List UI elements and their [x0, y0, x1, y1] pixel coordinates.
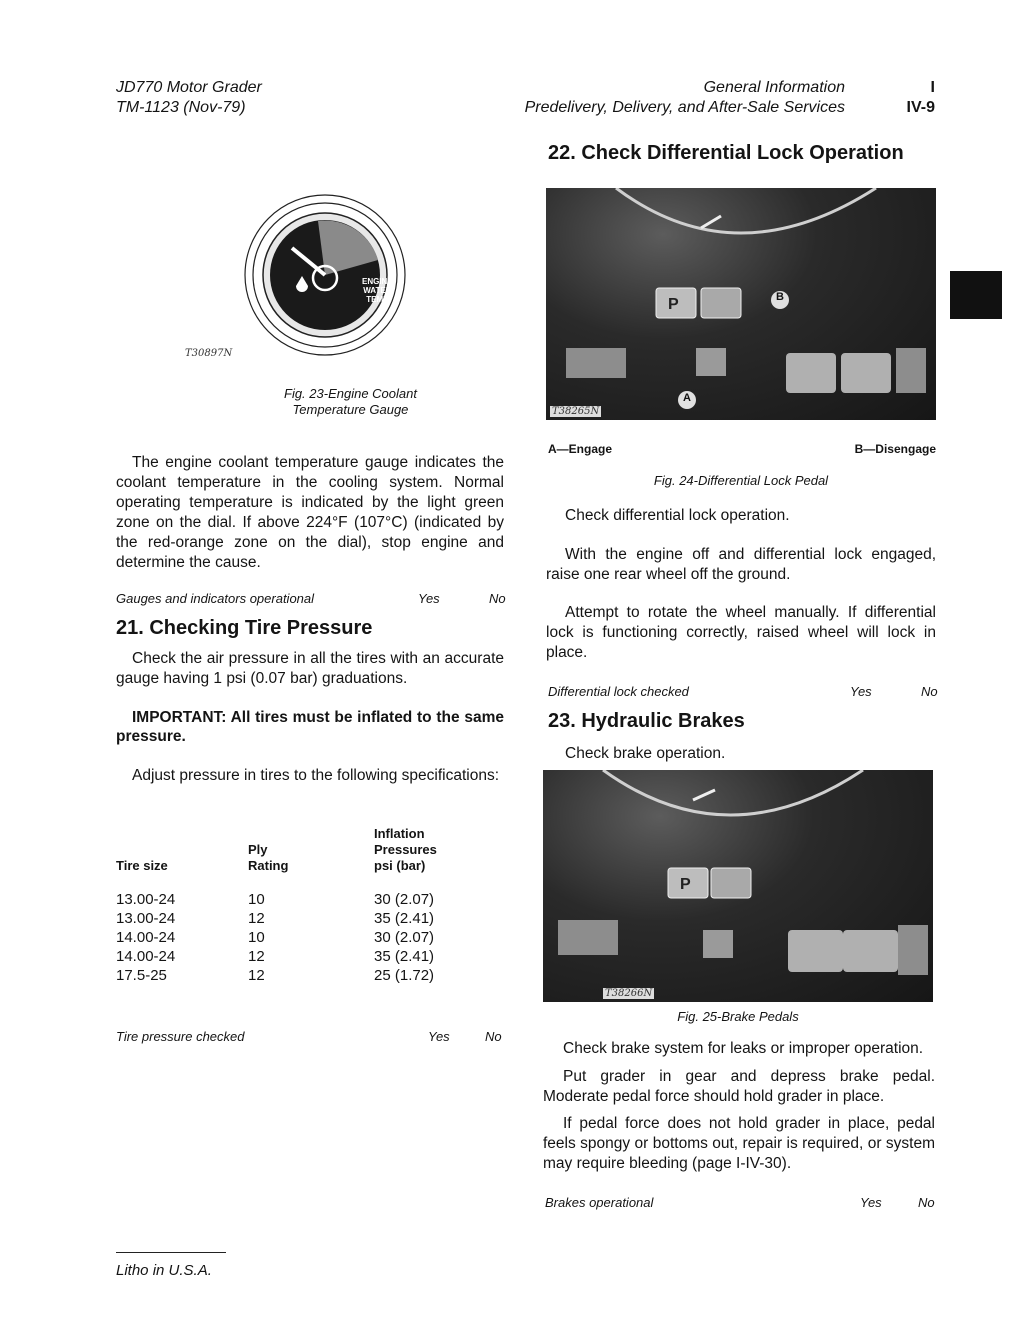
callout-a: A: [683, 392, 691, 404]
section22-para1: Check differential lock operation.: [565, 507, 790, 524]
col-header-infl-2: Pressures: [374, 842, 437, 857]
section23-para3: If pedal force does not hold grader in place, pedal feels spongy or bottoms out, repair is required, or system may require bleeding (page I-IV-30).: [543, 1115, 935, 1172]
section-22-title: 22. Check Differential Lock Operation: [548, 142, 904, 164]
gauge-photo-tag: T30897N: [185, 348, 233, 359]
col-header-inflation: [374, 826, 494, 874]
section23-para2: Put grader in gear and depress brake pedal. Moderate pedal force should hold grader in place.: [543, 1068, 935, 1105]
diff-check-label: Differential lock checked: [548, 684, 689, 699]
section22-para3: Attempt to rotate the wheel manually. If differential lock is functioning correctly, raised wheel will lock in place.: [546, 604, 936, 661]
important-note: IMPORTANT: All tires must be inflated to the same pressure.: [116, 709, 504, 745]
section21-para1: Check the air pressure in all the tires with an accurate gauge having 1 psi (0.07 bar) graduations.: [116, 650, 504, 687]
gauges-check-yes[interactable]: Yes: [418, 591, 440, 606]
section23-para1: Check brake system for leaks or improper operation.: [563, 1040, 924, 1057]
brake-photo-icon: [543, 770, 933, 1002]
section-name: General Information: [703, 79, 845, 96]
manual-code: TM-1123 (Nov-79): [116, 99, 246, 116]
col-header-ply-1: Ply: [248, 842, 268, 857]
tire-check-no[interactable]: No: [485, 1029, 502, 1044]
section-thumb-tab: [950, 271, 1002, 319]
gauges-check-label: Gauges and indicators operational: [116, 591, 315, 606]
fig23-caption-line1: Fig. 23-Engine Coolant: [284, 386, 417, 401]
cell-ply: 12: [248, 910, 265, 927]
diff-check-no[interactable]: No: [921, 684, 938, 699]
brakes-check-yes[interactable]: Yes: [860, 1195, 882, 1210]
subsection-name: Predelivery, Delivery, and After-Sale Services: [524, 99, 845, 116]
tire-check-yes[interactable]: Yes: [428, 1029, 450, 1044]
footer-text: Litho in U.S.A.: [116, 1262, 212, 1279]
fig23-caption: [284, 386, 417, 418]
cell-pressure: 25 (1.72): [374, 967, 435, 984]
page-number: IV-9: [906, 99, 935, 116]
gauge-label-line1: ENGINE: [362, 277, 393, 286]
section23-intro: Check brake operation.: [565, 745, 726, 762]
col-header-size: Tire size: [116, 858, 168, 873]
diff-check-yes[interactable]: Yes: [850, 684, 872, 699]
section22-para2: With the engine off and differential lock engaged, raise one rear wheel off the ground.: [546, 546, 936, 583]
col-header-infl-1: Inflation: [374, 826, 425, 841]
legend-b: B—Disengage: [854, 442, 936, 456]
table-row: [116, 890, 494, 909]
callout-b: B: [776, 291, 784, 303]
tire-pressure-table: [116, 826, 494, 985]
svg-text:P: P: [680, 876, 691, 893]
brakes-check-no[interactable]: No: [918, 1195, 935, 1210]
cell-pressure: 35 (2.41): [374, 910, 435, 927]
header-left: [116, 78, 262, 118]
cell-pressure: 30 (2.07): [374, 891, 435, 908]
coolant-para: The engine coolant temperature gauge indicates the coolant temperature in the cooling system. Normal operating temperature is indicated by the light green zone on the dial. If above 224°F (107°C) (indicated by the red-orange zone on the dial), stop engine and determine the cause.: [116, 454, 504, 571]
cell-ply: 12: [248, 967, 265, 984]
cell-pressure: 30 (2.07): [374, 929, 435, 946]
fig24-caption: Fig. 24-Differential Lock Pedal: [653, 473, 829, 488]
table-row: [116, 966, 494, 985]
gauge-label-line2: WATER: [363, 286, 392, 295]
fig23-caption-line2: Temperature Gauge: [292, 402, 409, 417]
cell-size: 14.00-24: [116, 948, 176, 965]
brake-photo-tag: T38266N: [605, 988, 653, 999]
brake-pedals-photo: [543, 770, 933, 1002]
pedal-photo-icon: [546, 188, 936, 420]
cell-ply: 10: [248, 891, 265, 908]
footer-rule: [116, 1252, 226, 1253]
col-header-ply-2: Rating: [248, 858, 289, 873]
brakes-check-label: Brakes operational: [545, 1195, 654, 1210]
gauge-label-line3: TEMP: [366, 295, 389, 304]
section21-para2: Adjust pressure in tires to the following specifications:: [132, 767, 500, 784]
section-21-title: 21. Checking Tire Pressure: [116, 617, 373, 639]
gauges-check-no[interactable]: No: [489, 591, 506, 606]
svg-text:P: P: [668, 296, 679, 313]
cell-ply: 12: [248, 948, 265, 965]
cell-size: 13.00-24: [116, 891, 176, 908]
engine-temp-gauge-figure: [240, 190, 410, 370]
header-right: [880, 78, 935, 118]
fig25-caption: Fig. 25-Brake Pedals: [677, 1009, 799, 1024]
col-header-infl-3: psi (bar): [374, 858, 426, 873]
legend-a: A—Engage: [548, 442, 613, 456]
cell-pressure: 35 (2.41): [374, 948, 435, 965]
section-number: I: [930, 79, 935, 96]
table-row: [116, 947, 494, 966]
cell-size: 13.00-24: [116, 910, 176, 927]
section-23-title: 23. Hydraulic Brakes: [548, 710, 745, 732]
cell-ply: 10: [248, 929, 265, 946]
diff-photo-tag: T38265N: [552, 406, 600, 417]
col-header-ply: [248, 826, 374, 874]
cell-size: 14.00-24: [116, 929, 176, 946]
header-center: [440, 78, 845, 118]
table-row: [116, 909, 494, 928]
cell-size: 17.5-25: [116, 967, 167, 984]
tire-check-label: Tire pressure checked: [116, 1029, 245, 1044]
table-row: [116, 928, 494, 947]
manual-title: JD770 Motor Grader: [116, 79, 262, 96]
gauge-label: [362, 277, 393, 304]
differential-lock-photo: [546, 188, 936, 420]
